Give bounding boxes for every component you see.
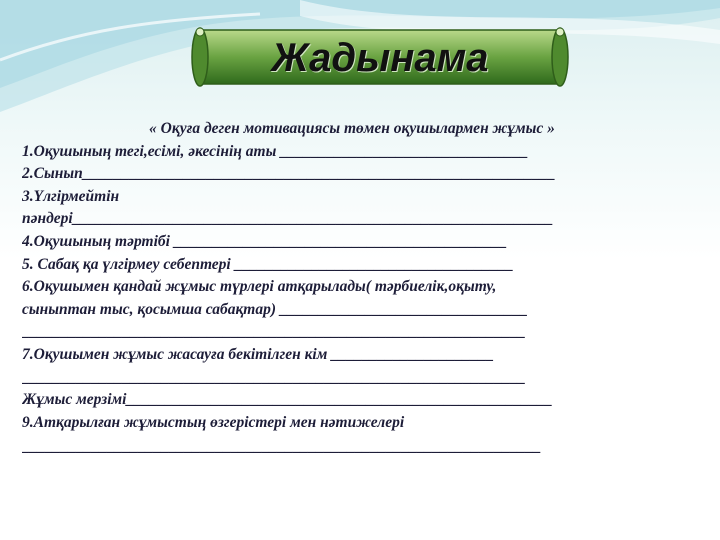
memo-line-11: _________________________________________________________________ [22, 368, 526, 386]
memo-line-14: ___________________________________________________________________ [22, 438, 542, 456]
memo-line-13: 9.Атқарылған жұмыстың өзгерістері мен нәтижелері [22, 413, 405, 431]
memo-subtitle: « Оқуға деген мотивациясы төмен оқушылармен жұмыс » [149, 120, 555, 137]
memo-line-4: пәндері______________________________________________________________ [22, 210, 554, 228]
memo-line-3: 3.Үлгірмейтін [22, 187, 120, 205]
memo-line-2: 2.Сынып_____________________________________________________________ [22, 165, 556, 183]
memo-line-5: 4.Оқушының тәртібі ___________________________________________ [22, 232, 508, 250]
page-title: Жадынама [271, 35, 489, 80]
memo-line-1: 1.Оқушының тегі,есімі, әкесінің аты ________________________________ [22, 142, 529, 160]
memo-content [22, 118, 682, 460]
memo-line-9: _________________________________________________________________ [22, 323, 526, 341]
memo-line-6: 5. Сабақ қа үлгірмеу себептері ____________________________________ [22, 255, 514, 273]
memo-line-7: 6.Оқушымен қандай жұмыс түрлері атқарылады( тәрбиелік,оқыту, [22, 278, 497, 296]
memo-line-8: сыныптан тыс, қосымша сабақтар) ________________________________ [22, 300, 528, 318]
memo-line-12: Жұмыс мерзімі_______________________________________________________ [22, 391, 553, 409]
memo-line-10: 7.Оқушымен жұмыс жасауға бекітілген кім _____________________ [22, 345, 494, 363]
